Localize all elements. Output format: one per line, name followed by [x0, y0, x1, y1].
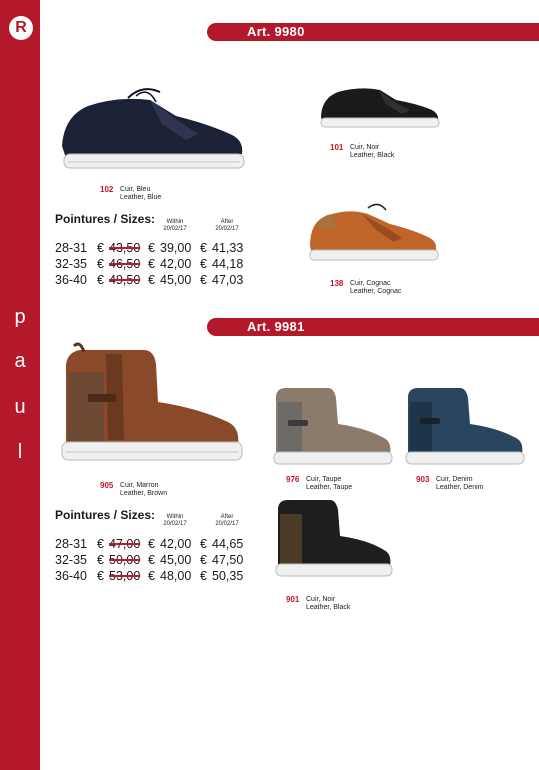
after-price: 47,03: [212, 273, 244, 287]
currency-symbol: €: [97, 569, 104, 583]
product-code: 102: [100, 185, 114, 194]
price-row: [55, 240, 255, 256]
within-date: 20/02/17: [163, 521, 187, 527]
size-range: 36-40: [55, 273, 87, 287]
product-material-en: Leather, Taupe: [306, 484, 353, 491]
old-price: 49,50: [109, 273, 141, 287]
within-column-header: [155, 514, 195, 528]
currency-symbol: €: [97, 241, 104, 255]
currency-symbol: €: [200, 257, 207, 271]
currency-symbol: €: [200, 537, 207, 551]
brand-logo: [9, 16, 33, 40]
product-caption-903: [416, 476, 506, 494]
product-material-en: Leather, Denim: [436, 484, 484, 491]
currency-symbol: €: [97, 537, 104, 551]
price-row: [55, 552, 255, 568]
product-code: 976: [286, 475, 300, 484]
currency-symbol: €: [148, 537, 155, 551]
currency-symbol: €: [148, 273, 155, 287]
within-label: Within: [166, 219, 184, 225]
after-price: 41,33: [212, 241, 244, 255]
product-material-en: Leather, Black: [306, 604, 351, 611]
size-range: 28-31: [55, 537, 87, 551]
size-range: 32-35: [55, 257, 87, 271]
currency-symbol: €: [200, 241, 207, 255]
product-code: 905: [100, 481, 114, 490]
old-price: 46,50: [109, 257, 141, 271]
within-price: 45,00: [160, 553, 192, 567]
after-price: 44,65: [212, 537, 244, 551]
shoe-image-102: [58, 78, 248, 178]
currency-symbol: €: [97, 553, 104, 567]
old-price: 43,50: [109, 241, 141, 255]
product-caption-101: [330, 144, 410, 162]
shoe-image-138: [306, 200, 440, 270]
vertical-label-letter: l: [17, 441, 23, 463]
vertical-label-letter: a: [14, 350, 26, 372]
product-material-fr: Cuir, Taupe: [306, 476, 342, 483]
currency-symbol: €: [200, 273, 207, 287]
currency-symbol: €: [97, 273, 104, 287]
product-caption-976: [286, 476, 376, 494]
shoe-image-903: [402, 382, 526, 472]
shoe-image-101: [318, 80, 440, 132]
product-material-fr: Cuir, Noir: [306, 596, 336, 603]
currency-symbol: €: [200, 553, 207, 567]
product-caption-102: [100, 186, 180, 204]
product-material-fr: Cuir, Cognac: [350, 280, 391, 287]
after-price: 50,35: [212, 569, 244, 583]
within-date: 20/02/17: [163, 226, 187, 232]
within-price: 45,00: [160, 273, 192, 287]
after-date: 20/02/17: [215, 521, 239, 527]
old-price: 53,00: [109, 569, 141, 583]
product-material-en: Leather, Black: [350, 152, 395, 159]
after-price: 47,50: [212, 553, 244, 567]
old-price: 47,00: [109, 537, 141, 551]
product-code: 138: [330, 279, 344, 288]
product-material-en: Leather, Brown: [120, 490, 168, 497]
sizes-title: Pointures / Sizes:: [55, 508, 156, 522]
currency-symbol: €: [148, 553, 155, 567]
product-material-fr: Cuir, Bleu: [120, 186, 151, 193]
after-price: 44,18: [212, 257, 244, 271]
brand-sidebar: [0, 0, 40, 770]
size-range: 36-40: [55, 569, 87, 583]
within-price: 48,00: [160, 569, 192, 583]
logo-letter: R: [15, 19, 27, 36]
product-code: 901: [286, 595, 300, 604]
after-date: 20/02/17: [215, 226, 239, 232]
article-banner: [207, 318, 539, 336]
after-label: After: [220, 219, 234, 225]
product-material-fr: Cuir, Marron: [120, 482, 159, 489]
within-label: Within: [166, 514, 184, 520]
product-material-en: Leather, Blue: [120, 194, 162, 201]
price-row: [55, 256, 255, 272]
shoe-image-976: [270, 382, 394, 472]
article-title: Art. 9980: [247, 24, 305, 39]
after-column-header: [207, 219, 247, 233]
product-caption-138: [330, 280, 420, 298]
shoe-image-905: [58, 342, 244, 472]
article-title: Art. 9981: [247, 319, 305, 334]
product-caption-905: [100, 482, 190, 500]
product-material-fr: Cuir, Noir: [350, 144, 380, 151]
size-range: 32-35: [55, 553, 87, 567]
size-range: 28-31: [55, 241, 87, 255]
price-row: [55, 536, 255, 552]
within-column-header: [155, 219, 195, 233]
after-column-header: [207, 514, 247, 528]
article-banner: [207, 23, 539, 41]
sizes-title: Pointures / Sizes:: [55, 212, 156, 226]
price-row: [55, 272, 255, 288]
product-code: 903: [416, 475, 430, 484]
within-price: 39,00: [160, 241, 192, 255]
old-price: 50,00: [109, 553, 141, 567]
shoe-image-901: [272, 494, 394, 584]
product-caption-901: [286, 596, 376, 614]
within-price: 42,00: [160, 537, 192, 551]
within-price: 42,00: [160, 257, 192, 271]
vertical-label-letter: u: [14, 396, 26, 418]
product-material-en: Leather, Cognac: [350, 288, 402, 295]
currency-symbol: €: [97, 257, 104, 271]
product-material-fr: Cuir, Denim: [436, 476, 473, 483]
currency-symbol: €: [148, 241, 155, 255]
product-code: 101: [330, 143, 344, 152]
vertical-label-letter: p: [14, 306, 26, 328]
price-row: [55, 568, 255, 584]
after-label: After: [220, 514, 234, 520]
currency-symbol: €: [200, 569, 207, 583]
currency-symbol: €: [148, 569, 155, 583]
currency-symbol: €: [148, 257, 155, 271]
